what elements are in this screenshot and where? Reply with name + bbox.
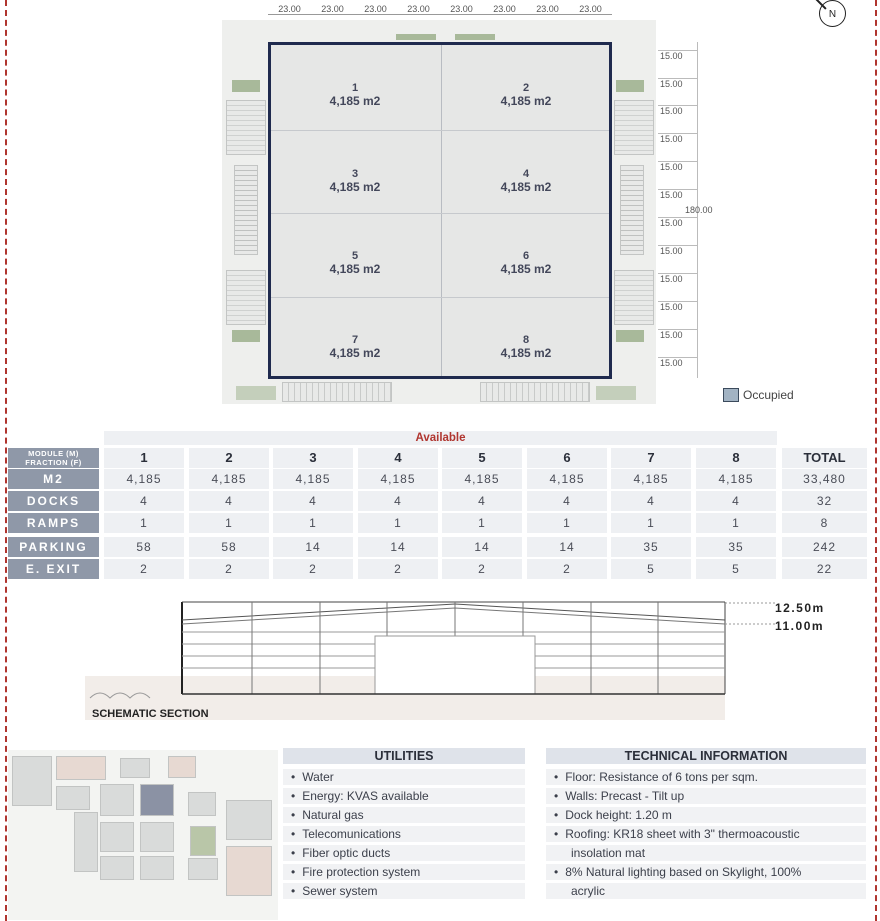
technical-item: • Dock height: 1.20 m xyxy=(546,807,866,823)
map-building xyxy=(100,822,134,852)
section-caption: SCHEMATIC SECTION xyxy=(92,708,209,720)
column-header: 5 xyxy=(442,448,522,468)
table-cell: 35 xyxy=(611,537,691,557)
table-cell: 2 xyxy=(273,559,353,579)
total-cell: 242 xyxy=(782,537,867,557)
technical-item: • Floor: Resistance of 6 tons per sqm. xyxy=(546,769,866,785)
map-building xyxy=(140,856,174,880)
table-cell: 14 xyxy=(442,537,522,557)
north-compass-icon: N xyxy=(819,0,846,27)
column-header: 6 xyxy=(527,448,607,468)
module-divider xyxy=(271,297,609,298)
module-3-label: 3 4,185 m2 xyxy=(329,168,381,194)
map-lot xyxy=(168,756,196,778)
table-cell: 4,185 xyxy=(611,469,691,489)
map-building xyxy=(100,856,134,880)
utility-item: • Natural gas xyxy=(283,807,525,823)
table-cell: 1 xyxy=(358,513,438,533)
table-cell: 4 xyxy=(442,491,522,511)
table-cell: 2 xyxy=(104,559,184,579)
dimension-label: 23.00 xyxy=(354,4,397,15)
table-cell: 4,185 xyxy=(527,469,607,489)
dimension-label: 15.00 xyxy=(658,301,698,312)
page-border-left xyxy=(5,0,7,921)
dimension-label: 15.00 xyxy=(658,245,698,256)
table-cell: 58 xyxy=(104,537,184,557)
table-cell: 14 xyxy=(358,537,438,557)
header-label-line1: MODULE (M) xyxy=(28,449,79,458)
table-row xyxy=(8,537,868,557)
table-cell: 1 xyxy=(527,513,607,533)
dimension-label: 23.00 xyxy=(440,4,483,15)
height-eave-label: 11.00m xyxy=(775,619,825,633)
table-cell: 5 xyxy=(611,559,691,579)
technical-item-continued: insolation mat xyxy=(546,845,866,861)
map-lot xyxy=(226,846,272,896)
table-cell: 4,185 xyxy=(442,469,522,489)
technical-item-continued: acrylic xyxy=(546,883,866,899)
table-cell: 14 xyxy=(273,537,353,557)
table-row xyxy=(8,469,868,489)
utility-item: • Water xyxy=(283,769,525,785)
total-dimension: 180.00 xyxy=(685,205,713,215)
table-cell: 4,185 xyxy=(273,469,353,489)
landscape-strip xyxy=(596,386,636,400)
module-5-label: 5 4,185 m2 xyxy=(329,250,381,276)
utility-item: • Fiber optic ducts xyxy=(283,845,525,861)
table-cell: 2 xyxy=(189,559,269,579)
module-1-label: 1 4,185 m2 xyxy=(329,82,381,108)
technical-item: • Roofing: KR18 sheet with 3" thermoacoustic xyxy=(546,826,866,842)
total-cell: 22 xyxy=(782,559,867,579)
table-row xyxy=(8,491,868,511)
schematic-section-drawing xyxy=(85,598,785,723)
table-cell: 4 xyxy=(527,491,607,511)
row-label: M2 xyxy=(8,469,99,489)
dimension-label: 23.00 xyxy=(483,4,526,15)
table-cell: 35 xyxy=(696,537,776,557)
map-building xyxy=(12,756,52,806)
column-header: 4 xyxy=(358,448,438,468)
dimension-label: 23.00 xyxy=(569,4,612,15)
table-cell: 58 xyxy=(189,537,269,557)
row-label: RAMPS xyxy=(8,513,99,533)
table-cell: 1 xyxy=(611,513,691,533)
row-label: PARKING xyxy=(8,537,99,557)
dimension-label: 23.00 xyxy=(311,4,354,15)
dimension-label: 15.00 xyxy=(658,329,698,340)
row-label: DOCKS xyxy=(8,491,99,511)
column-header: 8 xyxy=(696,448,776,468)
table-cell: 4 xyxy=(611,491,691,511)
dimension-label: 15.00 xyxy=(658,78,698,89)
table-cell: 2 xyxy=(442,559,522,579)
map-building xyxy=(56,786,90,810)
module-divider xyxy=(271,130,609,131)
dimension-label: 23.00 xyxy=(397,4,440,15)
dimension-label: 15.00 xyxy=(658,273,698,284)
table-cell: 4,185 xyxy=(104,469,184,489)
total-cell: 32 xyxy=(782,491,867,511)
dimension-label: 15.00 xyxy=(658,133,698,144)
occupied-swatch xyxy=(723,388,739,402)
loading-docks xyxy=(234,165,258,255)
landscape-strip xyxy=(616,80,644,92)
map-building-highlight xyxy=(140,784,174,816)
table-cell: 1 xyxy=(442,513,522,533)
column-header: 2 xyxy=(189,448,269,468)
map-building xyxy=(140,822,174,852)
module-divider xyxy=(271,213,609,214)
column-header-total: TOTAL xyxy=(782,448,867,468)
legend-label: Occupied xyxy=(743,388,794,402)
parking-stalls xyxy=(614,100,654,155)
utility-item: • Sewer system xyxy=(283,883,525,899)
table-cell: 2 xyxy=(358,559,438,579)
row-label: E. EXIT xyxy=(8,559,99,579)
landscape-strip xyxy=(455,34,495,40)
column-header: 1 xyxy=(104,448,184,468)
dimension-label: 23.00 xyxy=(268,4,311,15)
landscape-strip xyxy=(236,386,276,400)
table-cell: 4,185 xyxy=(358,469,438,489)
table-cell: 1 xyxy=(273,513,353,533)
table-cell: 2 xyxy=(527,559,607,579)
module-2-label: 2 4,185 m2 xyxy=(500,82,552,108)
utilities-title: UTILITIES xyxy=(283,748,525,764)
height-top-label: 12.50m xyxy=(775,601,825,615)
parking-stalls xyxy=(480,382,590,402)
dimension-label: 15.00 xyxy=(658,217,698,228)
legend xyxy=(723,388,794,402)
map-building xyxy=(226,800,272,840)
column-header: 7 xyxy=(611,448,691,468)
parking-stalls xyxy=(226,100,266,155)
table-cell: 4 xyxy=(696,491,776,511)
dimension-label: 15.00 xyxy=(658,189,698,200)
table-cell: 4,185 xyxy=(189,469,269,489)
roof-truss xyxy=(182,608,725,624)
table-row xyxy=(8,559,868,579)
dimension-label: 15.00 xyxy=(658,357,698,368)
map-building xyxy=(188,858,218,880)
parking-stalls xyxy=(282,382,392,402)
column-header: 3 xyxy=(273,448,353,468)
module-7-label: 7 4,185 m2 xyxy=(329,334,381,360)
map-building xyxy=(100,784,134,816)
header-label-line2: FRACTION (F) xyxy=(25,458,82,467)
map-green xyxy=(190,826,216,856)
map-lot xyxy=(56,756,106,780)
landscape-strip xyxy=(616,330,644,342)
utility-item: • Energy: KVAS available xyxy=(283,788,525,804)
module-divider xyxy=(441,45,442,376)
parking-stalls xyxy=(614,270,654,325)
table-cell: 5 xyxy=(696,559,776,579)
site-location-map xyxy=(8,750,278,920)
module-4-label: 4 4,185 m2 xyxy=(500,168,552,194)
table-cell: 1 xyxy=(696,513,776,533)
map-building xyxy=(120,758,150,778)
table-cell: 4,185 xyxy=(696,469,776,489)
total-cell: 8 xyxy=(782,513,867,533)
table-row xyxy=(8,513,868,533)
table-cell: 1 xyxy=(104,513,184,533)
table-cell: 4 xyxy=(358,491,438,511)
table-cell: 1 xyxy=(189,513,269,533)
page-border-right xyxy=(875,0,877,921)
table-cell: 4 xyxy=(273,491,353,511)
table-cell: 14 xyxy=(527,537,607,557)
table-header-row xyxy=(8,448,868,468)
module-6-label: 6 4,185 m2 xyxy=(500,250,552,276)
office-block xyxy=(375,636,535,694)
parking-stalls xyxy=(226,270,266,325)
module-8-label: 8 4,185 m2 xyxy=(500,334,552,360)
available-header: Available xyxy=(104,431,777,445)
dimension-label: 15.00 xyxy=(658,105,698,116)
technical-item: • 8% Natural lighting based on Skylight, 100% xyxy=(546,864,866,880)
roof-line xyxy=(182,604,725,620)
technical-item: • Walls: Precast - Tilt up xyxy=(546,788,866,804)
map-building xyxy=(74,812,98,872)
table-cell: 4 xyxy=(104,491,184,511)
table-cell: 4 xyxy=(189,491,269,511)
technical-title: TECHNICAL INFORMATION xyxy=(546,748,866,764)
dimension-label: 23.00 xyxy=(526,4,569,15)
dimension-label: 15.00 xyxy=(658,50,698,61)
loading-docks xyxy=(620,165,644,255)
module-fraction-label xyxy=(8,448,99,468)
landscape-strip xyxy=(396,34,436,40)
landscape-strip xyxy=(232,330,260,342)
utility-item: • Telecomunications xyxy=(283,826,525,842)
utility-item: • Fire protection system xyxy=(283,864,525,880)
landscape-strip xyxy=(232,80,260,92)
dimension-label: 15.00 xyxy=(658,161,698,172)
map-building xyxy=(188,792,216,816)
total-cell: 33,480 xyxy=(782,469,867,489)
